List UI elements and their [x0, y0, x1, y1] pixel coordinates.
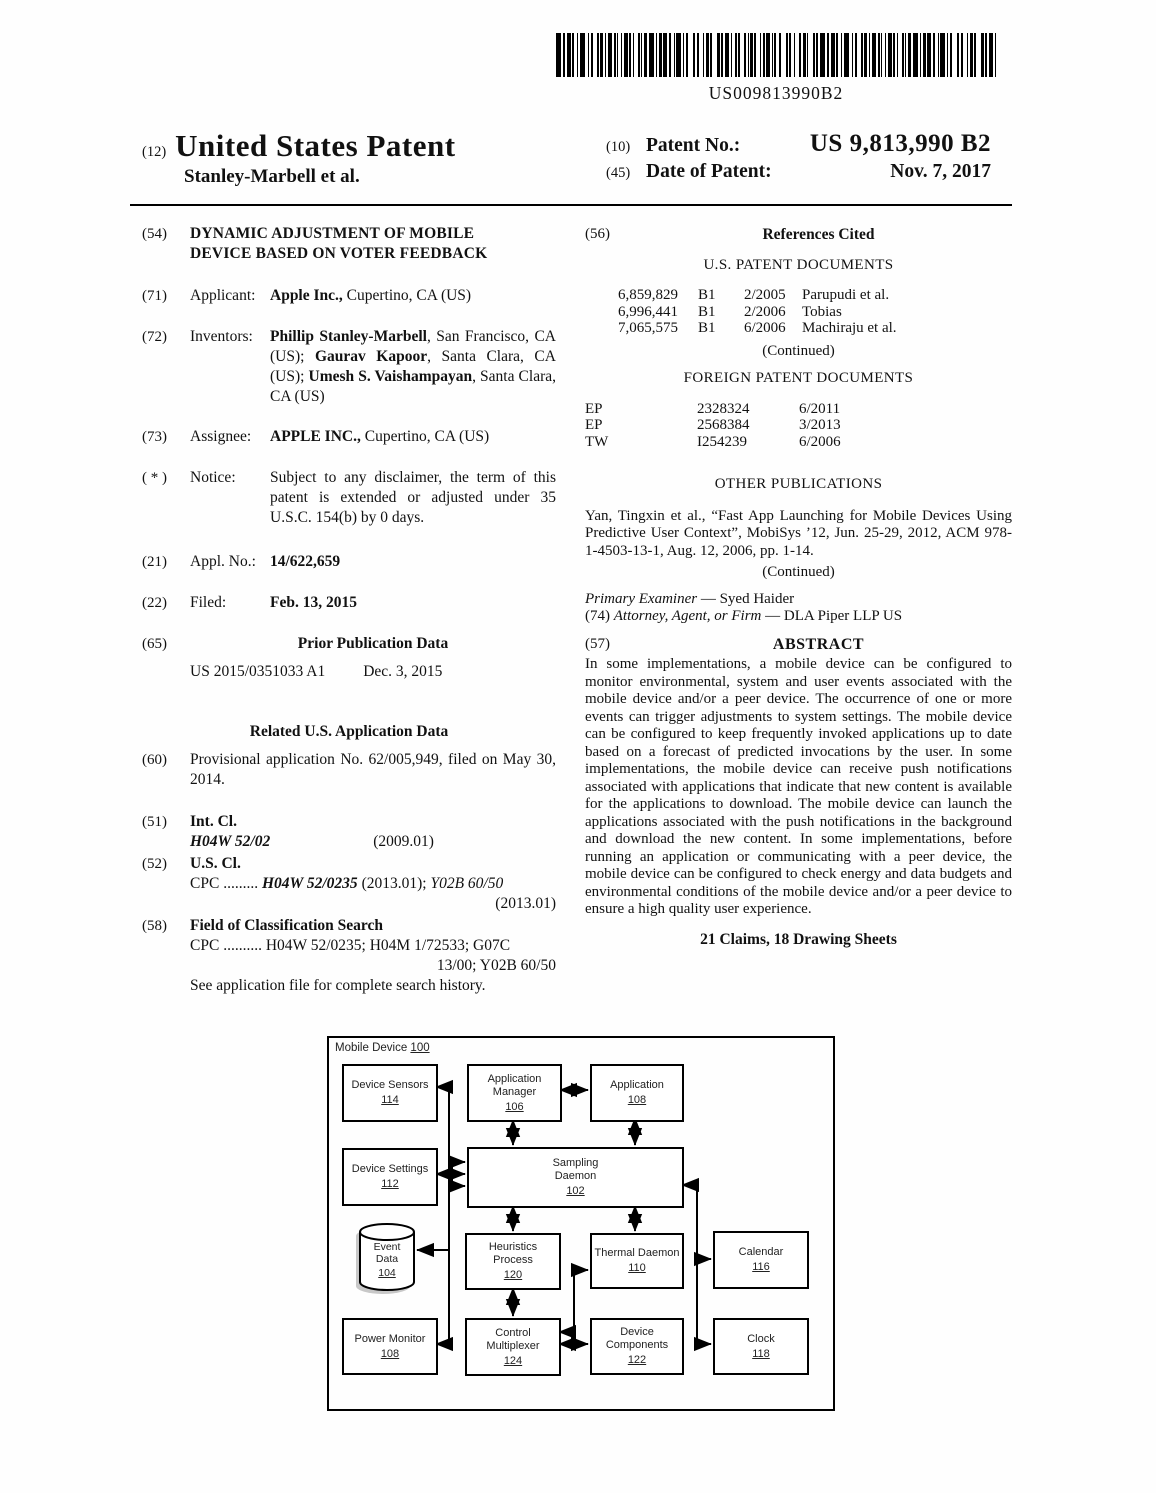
ref-country: EP	[585, 400, 603, 417]
us-ref-row	[585, 287, 1012, 304]
abstract-heading: ABSTRACT	[772, 635, 865, 653]
search-label: Field of Classification Search	[190, 917, 384, 934]
box-label: Clock	[747, 1332, 775, 1345]
header-right	[606, 130, 991, 183]
frame-label-text: Mobile Device	[335, 1042, 411, 1054]
date-row	[606, 161, 991, 183]
barcode-number: US009813990B2	[708, 83, 844, 103]
claims-line: 21 Claims, 18 Drawing Sheets	[700, 930, 897, 948]
ref-kind: B1	[698, 320, 716, 336]
patent-no-value: US 9,813,990 B2	[809, 130, 991, 157]
assignee-loc: Cupertino, CA (US)	[360, 428, 490, 445]
kind-code: (12)	[142, 144, 167, 160]
box-label: Application	[487, 1072, 542, 1085]
box-heuristics-process	[465, 1233, 561, 1290]
ref-date: 6/2011	[799, 400, 841, 417]
provisional-text: Provisional application No. 62/005,949, filed on May 30, 2014.	[190, 751, 556, 788]
assignee-name: APPLE INC.,	[270, 428, 361, 445]
field-label: Notice:	[190, 469, 236, 486]
field-60-provisional	[142, 750, 556, 790]
box-ref-num: 108	[380, 1347, 400, 1360]
applicant-loc: Cupertino, CA (US)	[342, 287, 472, 304]
search-note: See application file for complete search history.	[190, 977, 486, 994]
box-device-components	[590, 1318, 684, 1375]
box-ref-num: 124	[503, 1354, 523, 1367]
ref-date: 2/2005	[744, 287, 786, 303]
foreign-ref-row	[585, 434, 1012, 451]
field-73-assignee	[142, 427, 556, 447]
search-row	[142, 916, 556, 936]
box-ref-num: 114	[381, 1094, 399, 1106]
ref-date: 2/2006	[744, 303, 786, 320]
inventor-loc: , San Francisco, CA (US);	[270, 328, 556, 365]
patent-no-code: (10)	[606, 139, 631, 155]
box-application-manager	[467, 1064, 562, 1122]
box-device-sensors	[342, 1064, 438, 1122]
field-num: (65)	[142, 636, 167, 652]
author-line: Stanley-Marbell et al.	[184, 166, 360, 187]
box-label: Control	[495, 1326, 531, 1339]
box-ref-num: 104	[378, 1266, 396, 1279]
box-device-settings	[342, 1148, 438, 1206]
notice-text: Subject to any disclaimer, the term of this patent is extended or adjusted under 35 U.S.C. 154(b) by 0 days.	[270, 469, 556, 526]
foreign-ref-row	[585, 401, 1012, 418]
inventor-loc: , Santa Clara, CA (US)	[270, 368, 556, 405]
ref-date: 3/2013	[799, 417, 841, 433]
box-ref-num: 112	[381, 1178, 399, 1190]
box-label: Data	[375, 1252, 399, 1265]
us-docs-table	[585, 287, 1012, 337]
patent-no-title: Patent No.:	[646, 135, 741, 156]
field-num: (58)	[142, 918, 167, 934]
cpc-label: CPC	[190, 937, 220, 954]
leader-dots: .........	[219, 875, 262, 892]
ref-kind: B1	[698, 303, 716, 320]
ref-number: 2568384	[697, 417, 750, 433]
date-value: Nov. 7, 2017	[890, 161, 991, 182]
ref-number: I254239	[697, 433, 747, 450]
field-num: (60)	[142, 752, 167, 768]
int-cl-entry	[190, 832, 556, 852]
ref-date: 6/2006	[799, 433, 841, 450]
examiner-name: — Syed Haider	[697, 590, 795, 607]
box-ref-num: 118	[752, 1347, 770, 1360]
field-51-int-cl	[142, 812, 556, 852]
leader-dots: ..........	[219, 937, 266, 954]
class-date: (2009.01)	[373, 833, 434, 850]
class-code: H04W 52/02	[190, 833, 271, 850]
box-label: Device Settings	[351, 1163, 429, 1175]
field-label: Assignee:	[190, 428, 252, 445]
patent-no-row	[606, 130, 991, 158]
box-label: Power Monitor	[354, 1332, 426, 1345]
field-65-prior-pub	[142, 634, 556, 682]
box-calendar	[713, 1231, 809, 1289]
search-codes: H04W 52/0235; H04M 1/72533; G07C	[265, 937, 511, 954]
inventors-list	[270, 327, 556, 407]
applicant-name: Apple Inc.,	[270, 287, 343, 304]
date-code: (45)	[606, 165, 631, 181]
prior-pub-heading: Prior Publication Data	[297, 635, 449, 652]
pub-date: Dec. 3, 2015	[363, 663, 443, 680]
ref-number: 6,996,441	[618, 303, 678, 320]
barcode	[556, 33, 996, 104]
box-ref-num: 106	[505, 1100, 524, 1113]
attorney-name: — DLA Piper LLP US	[761, 608, 903, 624]
ref-number: 6,859,829	[618, 287, 678, 303]
cpc-code: H04W 52/0235	[261, 875, 358, 892]
box-ref-num: 102	[566, 1185, 585, 1197]
diagram-frame-label	[335, 1041, 430, 1055]
int-cl-label: Int. Cl.	[190, 813, 237, 830]
filed-date: Feb. 13, 2015	[270, 594, 357, 611]
ref-date: 6/2006	[744, 320, 786, 336]
doc-kind-title	[142, 128, 456, 164]
us-docs-continued: (Continued)	[762, 342, 835, 359]
field-num: (51)	[142, 814, 167, 830]
box-label: Event	[373, 1240, 401, 1253]
inventor-name: Gaurav Kapoor	[314, 348, 428, 365]
inventor-name: Umesh S. Vaishampayan	[308, 368, 473, 385]
ref-country: EP	[585, 417, 603, 433]
foreign-docs-heading: FOREIGN PATENT DOCUMENTS	[683, 370, 914, 386]
box-label: Daemon	[554, 1170, 597, 1182]
field-22-filed	[142, 593, 556, 613]
search-cpc-line	[190, 936, 556, 956]
field-label: Inventors:	[190, 328, 253, 345]
box-ref-num: 110	[628, 1262, 646, 1274]
us-docs-heading: U.S. PATENT DOCUMENTS	[703, 256, 894, 273]
box-control-multiplexer	[465, 1318, 561, 1376]
inventor-name: Phillip Stanley-Marbell	[270, 328, 427, 345]
box-label: Components	[605, 1339, 669, 1351]
attorney-line	[585, 608, 1012, 626]
field-num: (21)	[142, 554, 167, 570]
cpc-date: (2013.01);	[357, 875, 431, 892]
field-notice	[142, 468, 556, 528]
ref-number: 7,065,575	[618, 320, 678, 336]
ref-country: TW	[585, 433, 609, 450]
box-power-monitor	[342, 1318, 438, 1375]
box-label: Calendar	[738, 1246, 784, 1258]
box-label: Device Sensors	[351, 1079, 429, 1091]
references-heading: References Cited	[762, 226, 875, 243]
box-thermal-daemon	[590, 1233, 684, 1289]
field-num: (22)	[142, 595, 167, 611]
foreign-ref-row	[585, 417, 1012, 434]
box-label: Heuristics	[488, 1241, 538, 1253]
cpc-line	[190, 874, 556, 894]
ref-number: 2328324	[697, 400, 750, 417]
box-label: Thermal Daemon	[594, 1247, 680, 1259]
field-num: (56)	[585, 226, 610, 242]
cpc-label: CPC	[190, 875, 220, 892]
us-cl-label: U.S. Cl.	[190, 855, 241, 872]
field-num: (54)	[142, 226, 167, 242]
box-ref-num: 122	[627, 1354, 647, 1366]
field-num: ( * )	[142, 470, 167, 486]
box-label: Device	[620, 1326, 654, 1338]
left-column	[142, 224, 556, 996]
examiner-label: Primary Examiner	[585, 590, 698, 607]
field-58-search	[142, 916, 556, 996]
right-column	[585, 226, 1012, 948]
box-label: Sampling	[552, 1157, 599, 1169]
field-label: Applicant:	[190, 287, 256, 304]
field-57-abstract	[585, 636, 1012, 654]
field-num: (72)	[142, 329, 167, 345]
ref-name: Machiraju et al.	[802, 320, 897, 336]
field-label: Appl. No.:	[190, 553, 256, 570]
field-54-title	[142, 224, 556, 264]
field-num: (73)	[142, 429, 167, 445]
invention-title: DYNAMIC ADJUSTMENT OF MOBILE DEVICE BASED ON VOTER FEEDBACK	[190, 225, 488, 262]
box-sampling-daemon	[467, 1147, 684, 1208]
int-cl-row	[142, 812, 556, 832]
doc-type: United States Patent	[175, 128, 456, 163]
us-ref-row	[585, 320, 1012, 337]
related-heading: Related U.S. Application Data	[249, 723, 449, 740]
prior-pub-heading-row	[142, 634, 556, 654]
field-num: (74)	[585, 608, 610, 624]
field-72-inventors	[142, 327, 556, 407]
box-clock	[713, 1318, 809, 1375]
box-label: Manager	[492, 1085, 537, 1098]
field-num: (71)	[142, 288, 167, 304]
inventor-loc: , Santa Clara, CA (US);	[270, 348, 556, 385]
box-label: Multiplexer	[486, 1339, 540, 1352]
other-pubs-heading: OTHER PUBLICATIONS	[714, 476, 883, 492]
box-ref-num: 108	[627, 1094, 647, 1106]
cpc-code-2: Y02B 60/50	[430, 875, 504, 892]
appl-no-value: 14/622,659	[270, 553, 341, 570]
ref-name: Tobias	[802, 303, 842, 320]
prior-pub-entry	[190, 662, 556, 682]
ref-name: Parupudi et al.	[802, 287, 890, 303]
field-num: (52)	[142, 856, 167, 872]
search-codes-2: 13/00; Y02B 60/50	[436, 957, 556, 974]
other-pubs-continued: (Continued)	[762, 564, 835, 580]
header-divider	[130, 204, 1012, 206]
foreign-docs-table	[585, 401, 1012, 451]
date-title: Date of Patent:	[646, 161, 772, 182]
field-21-appl-no	[142, 552, 556, 572]
us-cl-row	[142, 854, 556, 874]
examiner-line	[585, 591, 1012, 609]
box-application	[590, 1064, 684, 1122]
abstract-text: In some implementations, a mobile device can be configured to monitor environmental, system and user events associated with the mobile device and/or a peer device. The occurrence of one or more events can trigger adjustments to system settings. The mobile device can be configured to keep frequently invoked applications up to date based on a forecast of predicted invocations by the user. In some implementations, the mobile device can receive push notifications associated with applications that indicate that new content is available for the applications to download. The mobile device can launch the applications associated with the push notifications in the background and download the new content. In some implementations, before running an application or communicating with a peer device, the mobile device can be configured to check energy and data budgets and environmental conditions of the mobile device and/or a peer device to ensure a high quality user experience.	[585, 656, 1012, 917]
barcode-bars	[556, 33, 996, 77]
box-event-data	[360, 1238, 414, 1282]
field-56-references	[585, 226, 1012, 244]
field-related-data	[142, 722, 556, 790]
attorney-label: Attorney, Agent, or Firm	[613, 608, 762, 624]
field-num: (57)	[585, 635, 610, 652]
field-71-applicant	[142, 286, 556, 306]
frame-label-num: 100	[410, 1042, 430, 1054]
box-ref-num: 120	[503, 1269, 523, 1281]
box-ref-num: 116	[752, 1261, 770, 1273]
pub-number: US 2015/0351033 A1	[190, 663, 326, 680]
other-pubs-text: Yan, Tingxin et al., “Fast App Launching for Mobile Devices Using Predictive User Context”, MobiSys ’12, Jun. 25-29, 2012, ACM 978-1-4503-13-1, Aug. 12, 2006, pp. 1-14.	[585, 507, 1012, 559]
figure-1-block-diagram	[327, 1036, 835, 1411]
box-label: Application	[610, 1079, 664, 1091]
box-label: Process	[493, 1254, 533, 1266]
cpc-line-2: (2013.01)	[495, 895, 556, 912]
ref-kind: B1	[698, 287, 716, 303]
field-label: Filed:	[190, 594, 227, 611]
field-52-us-cl	[142, 854, 556, 914]
us-ref-row	[585, 304, 1012, 321]
